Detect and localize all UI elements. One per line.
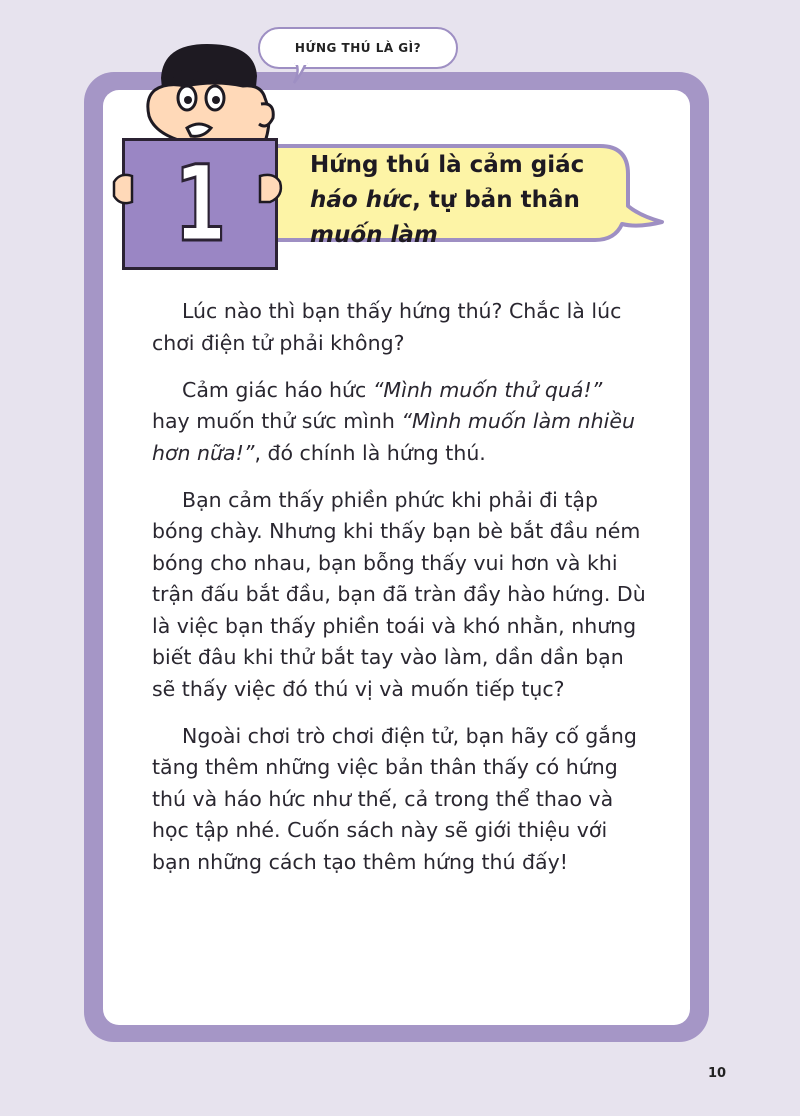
paragraph-2-part-c: , đó chính là hứng thú. — [254, 440, 486, 465]
paragraph-2-part-b: hay muốn thử sức mình — [152, 409, 402, 433]
section-title-line2 — [310, 183, 630, 218]
chapter-tab-label: HỨNG THÚ LÀ GÌ? — [294, 41, 422, 55]
paragraph-2-quote-2: “Mình muốn làm nhiều hơn nữa!” — [152, 409, 635, 465]
paragraph-2 — [152, 375, 646, 470]
paragraph-2-part-a: Cảm giác háo hức — [182, 377, 373, 402]
section-title — [310, 148, 630, 253]
section-title-line3 — [310, 218, 630, 253]
paragraph-1: Lúc nào thì bạn thấy hứng thú? Chắc là lúc chơi điện tử phải không? — [152, 299, 622, 355]
body-text — [152, 296, 646, 894]
tab-tail-icon — [292, 63, 322, 85]
hands-icon — [110, 168, 290, 212]
section-number: 1 — [173, 143, 227, 265]
section-title-emphasis1: háo hức — [310, 187, 413, 213]
paragraph-2-quote-1: “Mình muốn thử quá!” — [372, 377, 603, 402]
paragraph-3: Bạn cảm thấy phiền phức khi phải đi tập bóng chày. Nhưng khi thấy bạn bè bắt đầu ném bóng cho nhau, bạn bỗng thấy vui hơn và khi trận đấu bắt đầu, bạn đã tràn đầy hào hứng. Dù là việc bạn thấy phiền toái và khó nhằn, nhưng biết đâu khi thử bắt tay vào làm, dần dần bạn sẽ thấy việc đó thú vị và muốn tiếp tục? — [152, 487, 646, 701]
section-title-line1: Hứng thú là cảm giác — [310, 152, 585, 178]
paragraph-4: Ngoài chơi trò chơi điện tử, bạn hãy cố gắng tăng thêm những việc bản thân thấy có hứng thú và háo hức như thế, cả trong thể thao và học tập nhé. Cuốn sách này sẽ giới thiệu với bạn những cách tạo thêm hứng thú đấy! — [152, 723, 637, 874]
page-number: 10 — [708, 1066, 727, 1081]
cartoon-boy-character-icon — [115, 38, 285, 148]
chapter-tab — [258, 27, 458, 69]
section-title-emphasis2: muốn làm — [310, 222, 438, 248]
section-title-line2-rest: , tự bản thân — [412, 187, 580, 213]
